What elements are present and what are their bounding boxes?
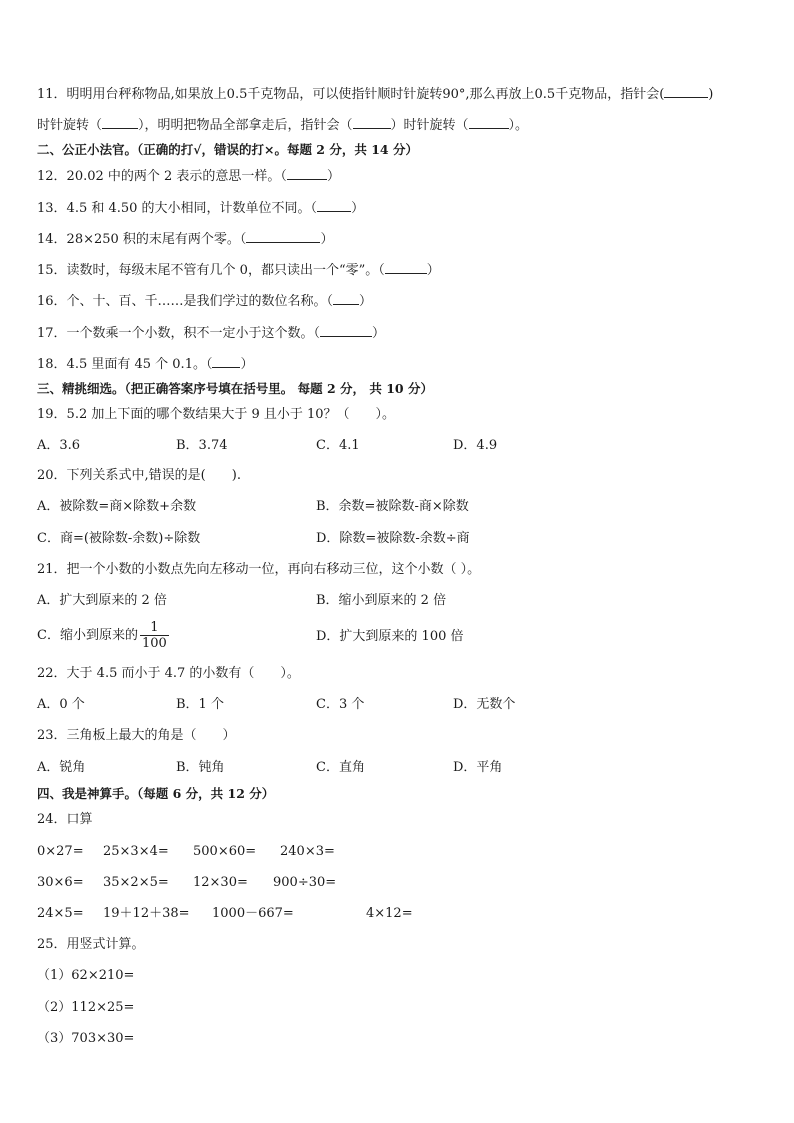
q19-option-a[interactable]: A．3.6 <box>37 438 81 453</box>
q13-answer-blank[interactable] <box>317 198 351 212</box>
q19-option-b[interactable]: B．3.74 <box>176 438 228 453</box>
q12-answer-blank[interactable] <box>287 166 327 180</box>
q20-option-a[interactable]: A．被除数=商×除数+余数 <box>37 499 197 514</box>
q14-answer-blank[interactable] <box>246 229 320 243</box>
q21-option-c[interactable]: C．缩小到原来的 $\frac{1}{100}$ <box>37 620 167 651</box>
q24-r1-c2: 25×3×4= <box>103 844 169 859</box>
q11-line1: 11．明明用台秤称物品,如果放上0.5千克物品，可以使指针顺时针旋转90°,那么再放上0.5千克物品，指针会( ) <box>37 84 713 104</box>
q11-line2: 时针旋转（ ），明明把物品全部拿走后，指针会（ ）时针旋转（ ）。 <box>37 115 528 135</box>
fraction-one-hundredth: $\frac{1}{100}$ <box>141 620 167 651</box>
q11-blank-1[interactable] <box>664 84 708 98</box>
q18-answer-blank[interactable] <box>212 354 240 368</box>
q24-r2-c3: 12×30= <box>193 875 248 890</box>
q20-option-b[interactable]: B．余数=被除数-商×除数 <box>316 499 469 514</box>
q15: 15．读数时，每级末尾不管有几个 0，都只读出一个“零”。（ ） <box>37 260 440 280</box>
q21-stem: 21．把一个小数的小数点先向左移动一位，再向右移动三位，这个小数（ ）。 <box>37 562 481 577</box>
q22-option-b[interactable]: B．1 个 <box>176 697 224 712</box>
q16-answer-blank[interactable] <box>333 291 359 305</box>
q25-title: 25．用竖式计算。 <box>37 937 145 952</box>
q24-r2-c1: 30×6= <box>37 875 84 890</box>
q15-answer-blank[interactable] <box>385 260 427 274</box>
q12: 12．20.02 中的两个 2 表示的意思一样。（ ） <box>37 166 340 186</box>
q22-option-c[interactable]: C．3 个 <box>316 697 365 712</box>
q25-item-3: （3）703×30= <box>37 1031 135 1046</box>
q19-stem: 19．5.2 加上下面的哪个数结果大于 9 且小于 10？（ ）。 <box>37 407 396 422</box>
q21-option-a[interactable]: A．扩大到原来的 2 倍 <box>37 593 167 608</box>
q24-r2-c4: 900÷30= <box>273 875 337 890</box>
q24-r3-c4: 4×12= <box>366 906 413 921</box>
q24-title: 24．口算 <box>37 812 93 827</box>
section3-heading: 三、精挑细选。（把正确答案序号填在括号里。 每题 2 分， 共 10 分） <box>37 381 433 396</box>
q16: 16．个、十、百、千……是我们学过的数位名称。（ ） <box>37 291 372 311</box>
q24-r3-c2: 19＋12＋38= <box>103 906 190 921</box>
q11-blank-4[interactable] <box>469 115 509 129</box>
q17: 17．一个数乘一个小数，积不一定小于这个数。（ ） <box>37 323 385 343</box>
q21-option-b[interactable]: B．缩小到原来的 2 倍 <box>316 593 447 608</box>
q20-option-d[interactable]: D．除数=被除数-余数÷商 <box>316 531 470 546</box>
q25-item-2: （2）112×25= <box>37 1000 135 1015</box>
q22-option-a[interactable]: A．0 个 <box>37 697 85 712</box>
q17-answer-blank[interactable] <box>320 323 372 337</box>
q11-blank-2[interactable] <box>102 115 138 129</box>
q24-r2-c2: 35×2×5= <box>103 875 169 890</box>
section4-heading: 四、我是神算手。（每题 6 分，共 12 分） <box>37 786 275 801</box>
q24-r1-c1: 0×27= <box>37 844 84 859</box>
q23-option-d[interactable]: D．平角 <box>453 760 503 775</box>
section2-heading: 二、公正小法官。（正确的打√，错误的打×。每题 2 分，共 14 分） <box>37 142 418 157</box>
q23-option-b[interactable]: B．钝角 <box>176 760 225 775</box>
q11-blank-3[interactable] <box>353 115 391 129</box>
q20-stem: 20．下列关系式中,错误的是( ). <box>37 468 241 483</box>
q23-stem: 23．三角板上最大的角是（ ） <box>37 728 236 743</box>
q23-option-a[interactable]: A．锐角 <box>37 760 86 775</box>
q23-option-c[interactable]: C．直角 <box>316 760 365 775</box>
q21-option-d[interactable]: D．扩大到原来的 100 倍 <box>316 629 464 644</box>
q20-option-c[interactable]: C．商=(被除数-余数)÷除数 <box>37 531 201 546</box>
q13: 13．4.5 和 4.50 的大小相同，计数单位不同。（ ） <box>37 198 364 218</box>
q22-stem: 22．大于 4.5 而小于 4.7 的小数有（ ）。 <box>37 666 300 681</box>
q24-r1-c4: 240×3= <box>280 844 335 859</box>
q24-r1-c3: 500×60= <box>193 844 257 859</box>
q22-option-d[interactable]: D．无数个 <box>453 697 516 712</box>
q25-item-1: （1）62×210= <box>37 968 135 983</box>
q24-r3-c3: 1000－667= <box>212 906 294 921</box>
q14: 14．28×250 积的末尾有两个零。（ ） <box>37 229 333 249</box>
q19-option-c[interactable]: C．4.1 <box>316 438 360 453</box>
q24-r3-c1: 24×5= <box>37 906 84 921</box>
q18: 18．4.5 里面有 45 个 0.1。（ ） <box>37 354 253 374</box>
q19-option-d[interactable]: D．4.9 <box>453 438 498 453</box>
